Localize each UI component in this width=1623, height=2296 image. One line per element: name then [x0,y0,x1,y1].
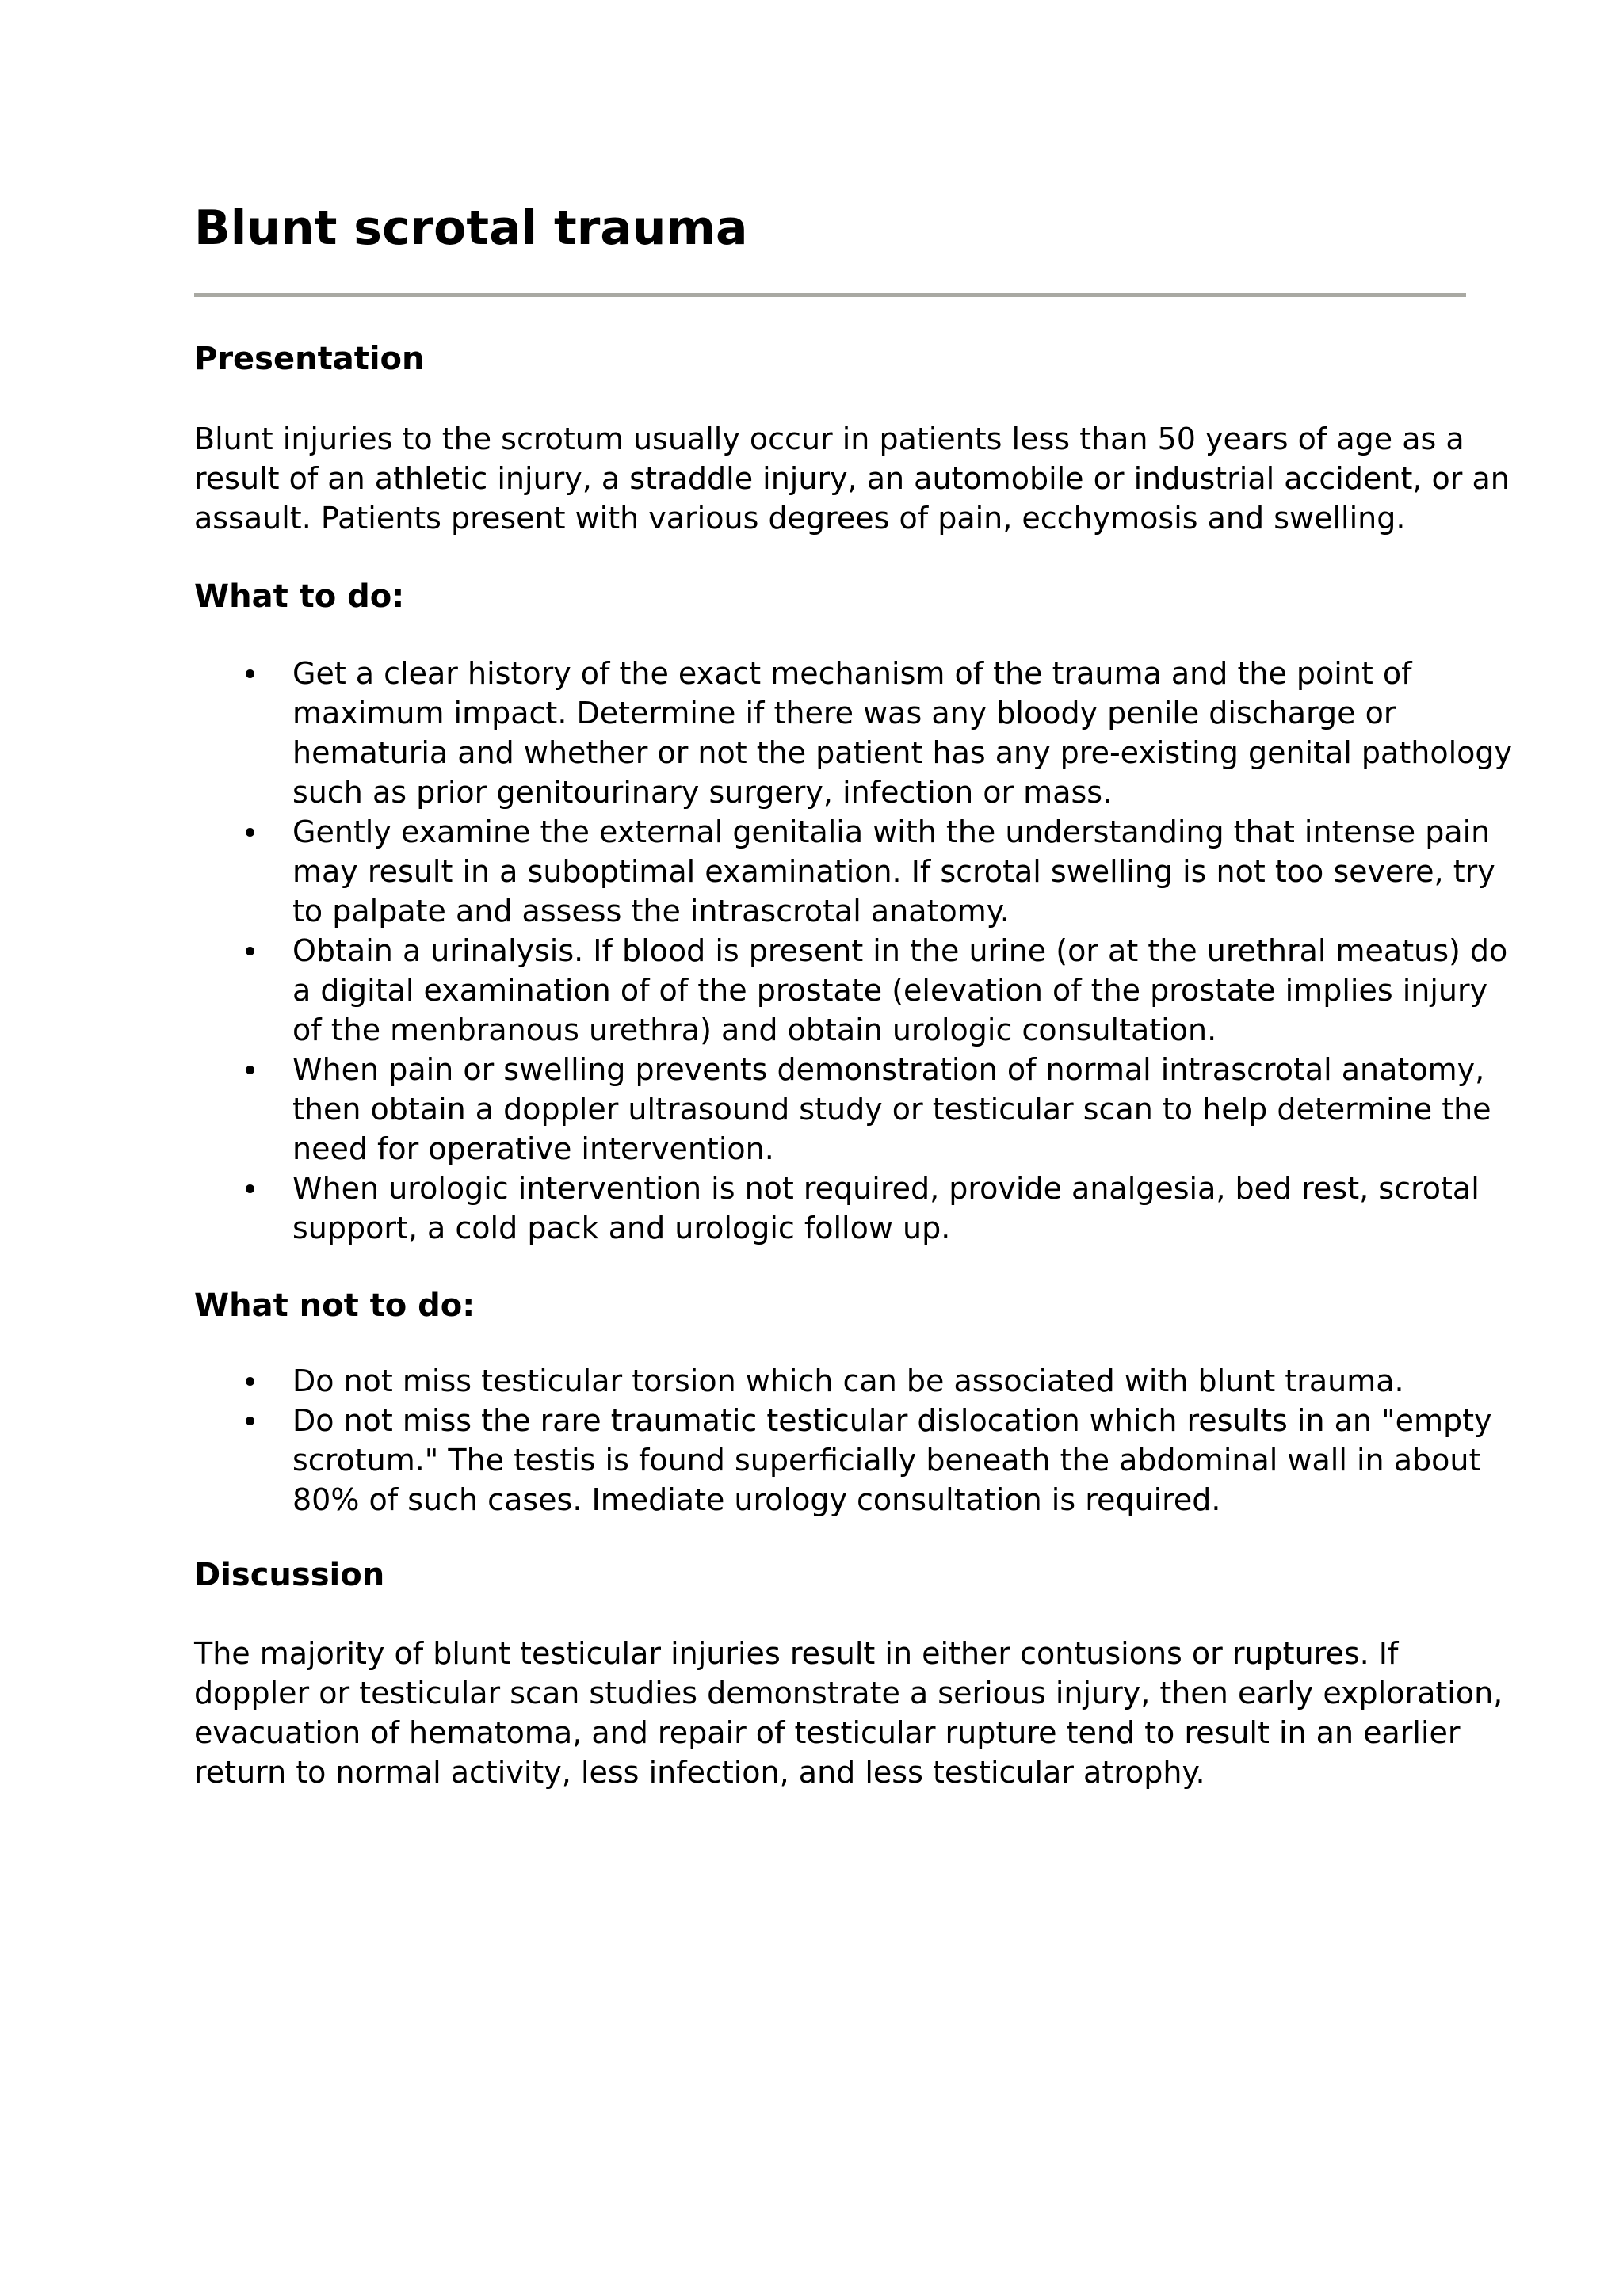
list-item-line: Do not miss testicular torsion which can be associated with blunt trauma. [292,1363,1404,1398]
page-title: Blunt scrotal trauma [194,200,748,256]
paragraph-line: result of an athletic injury, a straddle injury, an automobile or industrial accident, or an [194,461,1510,496]
list-item [194,1169,1480,1248]
presentation-paragraph [194,419,1510,538]
list-item-line: maximum impact. Determine if there was any bloody penile discharge or [292,696,1396,730]
paragraph-line: doppler or testicular scan studies demonstrate a serious injury, then early exploration, [194,1676,1503,1711]
paragraph-line: assault. Patients present with various degrees of pain, ecchymosis and swelling. [194,501,1406,536]
list-item-line: of the menbranous urethra) and obtain urologic consultation. [292,1013,1217,1047]
discussion-heading: Discussion [194,1557,385,1593]
paragraph-line: return to normal activity, less infection, and less testicular atrophy. [194,1755,1205,1790]
list-item [194,1050,1491,1169]
list-item-line: When pain or swelling prevents demonstration of normal intrascrotal anatomy, [292,1052,1485,1087]
bullet-icon [246,1066,254,1074]
list-item [194,1361,1466,1401]
what-not-to-do-list [194,1361,1492,1520]
what-to-do-list [194,654,1512,1248]
list-item-line: support, a cold pack and urologic follow up. [292,1211,951,1245]
list-item-line: such as prior genitourinary surgery, infection or mass. [292,775,1113,810]
list-item-line: When urologic intervention is not required, provide analgesia, bed rest, scrotal [292,1171,1480,1206]
presentation-heading: Presentation [194,341,425,377]
list-item [194,931,1508,1050]
bullet-icon [246,1377,254,1386]
list-item-line: scrotum." The testis is found superficially beneath the abdominal wall in about [292,1443,1481,1478]
what-not-to-do-heading: What not to do: [194,1287,475,1324]
list-item-line: may result in a suboptimal examination. If scrotal swelling is not too severe, try [292,854,1495,889]
list-item [194,812,1495,931]
discussion-paragraph [194,1634,1503,1792]
what-to-do-heading: What to do: [194,578,405,615]
list-item-line: Obtain a urinalysis. If blood is present in the urine (or at the urethral meatus) do [292,933,1508,968]
list-item-line: need for operative intervention. [292,1131,774,1166]
list-item-line: hematuria and whether or not the patient has any pre-existing genital pathology [292,735,1512,770]
list-item-line: then obtain a doppler ultrasound study or testicular scan to help determine the [292,1092,1491,1127]
list-item-line: Do not miss the rare traumatic testicular dislocation which results in an "empty [292,1403,1492,1438]
list-item-line: Gently examine the external genitalia with the understanding that intense pain [292,814,1491,849]
bullet-icon [246,1184,254,1193]
paragraph-line: Blunt injuries to the scrotum usually occur in patients less than 50 years of age as a [194,421,1465,456]
paragraph-line: evacuation of hematoma, and repair of testicular rupture tend to result in an earlier [194,1715,1461,1750]
list-item [194,1401,1492,1520]
bullet-icon [246,1417,254,1425]
list-item-line: 80% of such cases. Imediate urology consultation is required. [292,1482,1221,1517]
paragraph-line: The majority of blunt testicular injuries result in either contusions or ruptures. If [194,1636,1399,1671]
title-divider [194,293,1466,297]
list-item-line: a digital examination of of the prostate (elevation of the prostate implies injury [292,973,1488,1008]
list-item-line: to palpate and assess the intrascrotal anatomy. [292,894,1010,929]
bullet-icon [246,828,254,837]
bullet-icon [246,947,254,955]
list-item-line: Get a clear history of the exact mechanism of the trauma and the point of [292,656,1412,691]
list-item [194,654,1512,812]
bullet-icon [246,669,254,678]
